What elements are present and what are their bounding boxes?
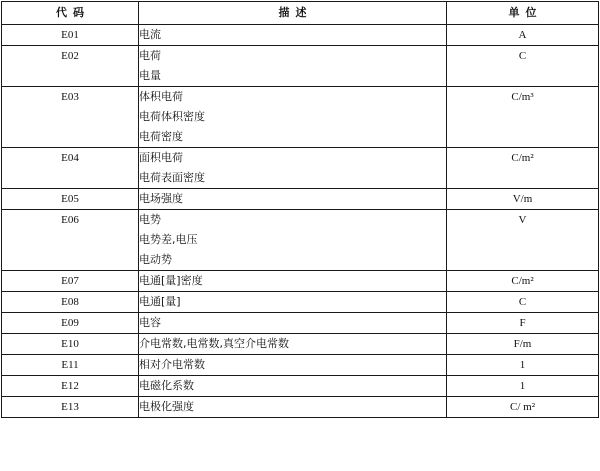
cell-unit: 1: [447, 376, 599, 397]
description-line: 电通[量]: [139, 295, 181, 308]
description-line: 电荷密度: [139, 130, 183, 143]
cell-unit: C: [447, 292, 599, 313]
cell-unit: C/ m²: [447, 397, 599, 418]
cell-description: [139, 376, 447, 397]
cell-code: E05: [2, 189, 139, 210]
cell-code: E03: [2, 87, 139, 148]
cell-unit: F/m: [447, 334, 599, 355]
cell-description: [139, 46, 447, 87]
description-line: 介电常数,电常数,真空介电常数: [139, 337, 289, 350]
table-body: [2, 25, 599, 418]
cell-unit: C: [447, 46, 599, 87]
cell-unit: F: [447, 313, 599, 334]
table-row: [2, 334, 599, 355]
description-line: 电流: [139, 28, 161, 41]
description-line: 电场强度: [139, 192, 183, 205]
description-line: 体积电荷: [139, 90, 183, 103]
description-line: 电动势: [139, 253, 172, 266]
description-line: 电势差,电压: [139, 233, 198, 246]
cell-code: E02: [2, 46, 139, 87]
cell-code: E10: [2, 334, 139, 355]
quantity-unit-table: [1, 1, 599, 418]
description-line: 电磁化系数: [139, 379, 194, 392]
cell-description: [139, 189, 447, 210]
cell-code: E04: [2, 148, 139, 189]
table-header-row: [2, 2, 599, 25]
cell-description: [139, 397, 447, 418]
description-line: 电极化强度: [139, 400, 194, 413]
header-description: 描述: [139, 2, 447, 25]
description-line: 电荷: [139, 49, 161, 62]
cell-unit: C/m²: [447, 271, 599, 292]
table-row: [2, 292, 599, 313]
description-line: 电荷表面密度: [139, 171, 205, 184]
cell-description: [139, 271, 447, 292]
cell-description: [139, 313, 447, 334]
table-row: [2, 355, 599, 376]
cell-code: E13: [2, 397, 139, 418]
table-row: [2, 376, 599, 397]
table-row: [2, 271, 599, 292]
table-row: [2, 148, 599, 189]
cell-code: E07: [2, 271, 139, 292]
cell-description: [139, 148, 447, 189]
table-row: [2, 46, 599, 87]
description-line: 电势: [139, 213, 161, 226]
table-row: [2, 397, 599, 418]
table-row: [2, 313, 599, 334]
cell-description: [139, 334, 447, 355]
cell-code: E12: [2, 376, 139, 397]
description-line: 电量: [139, 69, 161, 82]
description-line: 面积电荷: [139, 151, 183, 164]
cell-code: E01: [2, 25, 139, 46]
table-row: [2, 189, 599, 210]
cell-unit: A: [447, 25, 599, 46]
cell-code: E08: [2, 292, 139, 313]
description-line: 电容: [139, 316, 161, 329]
cell-description: [139, 25, 447, 46]
cell-unit: C/m²: [447, 148, 599, 189]
cell-unit: V: [447, 210, 599, 271]
header-code: 代码: [2, 2, 139, 25]
description-line: 电荷体积密度: [139, 110, 205, 123]
cell-code: E06: [2, 210, 139, 271]
table-row: [2, 87, 599, 148]
cell-unit: C/m³: [447, 87, 599, 148]
cell-code: E09: [2, 313, 139, 334]
table-row: [2, 210, 599, 271]
cell-description: [139, 87, 447, 148]
cell-code: E11: [2, 355, 139, 376]
cell-description: [139, 210, 447, 271]
table-row: [2, 25, 599, 46]
cell-unit: 1: [447, 355, 599, 376]
description-line: 相对介电常数: [139, 358, 205, 371]
description-line: 电通[量]密度: [139, 274, 203, 287]
cell-description: [139, 355, 447, 376]
header-unit: 单位: [447, 2, 599, 25]
cell-description: [139, 292, 447, 313]
cell-unit: V/m: [447, 189, 599, 210]
